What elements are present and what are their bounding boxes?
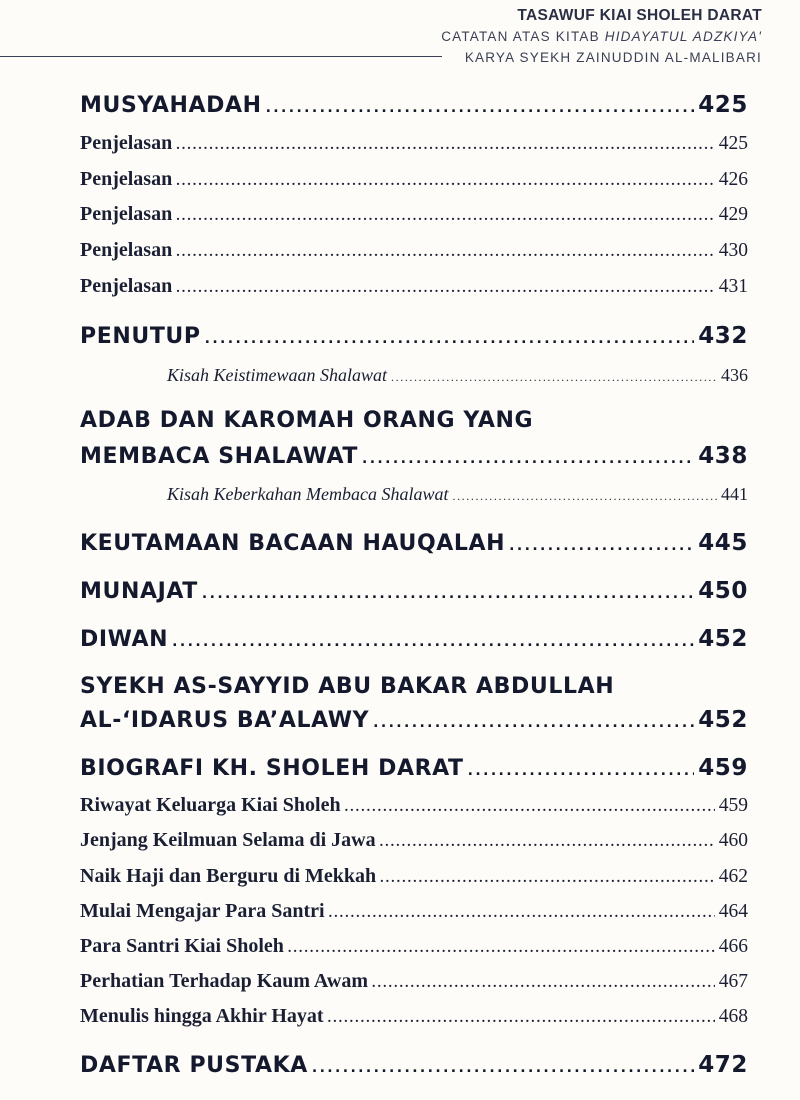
toc-subentry-page: 426 bbox=[718, 169, 748, 190]
toc-subentry-label: Perhatian Terhadap Kaum Awam bbox=[80, 970, 368, 992]
toc-subentry-page: 468 bbox=[718, 1006, 748, 1027]
toc-entry-label: DAFTAR PUSTAKA bbox=[80, 1053, 308, 1078]
toc-entry-label: KEUTAMAAN BACAAN HAUQALAH bbox=[80, 531, 506, 556]
toc-subentry-label: Penjelasan bbox=[80, 132, 173, 154]
toc-subentry[interactable] bbox=[80, 865, 748, 888]
toc-subentry-label: Penjelasan bbox=[80, 168, 173, 190]
leader-dots bbox=[380, 871, 715, 887]
toc-subentry-label: Para Santri Kiai Sholeh bbox=[80, 935, 284, 957]
toc-subentry-label: Kisah Keistimewaan Shalawat bbox=[167, 365, 388, 385]
leader-dots bbox=[345, 800, 715, 816]
toc-entry-page: 452 bbox=[698, 626, 748, 652]
subtitle-prefix: CATATAN ATAS KITAB bbox=[441, 29, 600, 44]
toc-subentry[interactable] bbox=[80, 794, 748, 817]
leader-dots bbox=[266, 100, 695, 116]
toc-subentry-page: 460 bbox=[718, 830, 748, 851]
leader-dots bbox=[509, 538, 694, 554]
toc-entry-page: 445 bbox=[698, 530, 748, 556]
toc-subentry-label: Jenjang Keilmuan Selama di Jawa bbox=[80, 829, 376, 851]
toc-entry-label: BIOGRAFI KH. SHOLEH DARAT bbox=[80, 756, 464, 781]
leader-dots bbox=[452, 489, 717, 504]
leader-dots bbox=[373, 715, 694, 731]
toc-subentry-label: Mulai Mengajar Para Santri bbox=[80, 900, 325, 922]
toc-subentry-label: Naik Haji dan Berguru di Mekkah bbox=[80, 865, 377, 887]
toc-entry-page: 432 bbox=[698, 323, 748, 349]
toc-entry-munajat[interactable] bbox=[80, 578, 748, 604]
toc-subentry-page: 429 bbox=[718, 204, 748, 225]
toc-subentry-page: 467 bbox=[718, 971, 748, 992]
toc-entry-label: MEMBACA SHALAWAT bbox=[80, 444, 358, 469]
leader-dots bbox=[288, 941, 715, 957]
toc-subentry-label: Penjelasan bbox=[80, 275, 173, 297]
toc-entry-adab-line1[interactable]: ADAB DAN KAROMAH ORANG YANG bbox=[80, 408, 534, 433]
toc-subentry[interactable] bbox=[167, 484, 748, 505]
leader-dots bbox=[328, 1011, 715, 1027]
leader-dots bbox=[176, 138, 715, 154]
toc-entry-page: 459 bbox=[698, 755, 748, 781]
toc-subentry[interactable] bbox=[80, 970, 748, 993]
toc-subentry-label: Menulis hingga Akhir Hayat bbox=[80, 1005, 324, 1027]
toc-entry-syekh-line1[interactable]: SYEKH AS-SAYYID ABU BAKAR ABDULLAH bbox=[80, 674, 615, 699]
leader-dots bbox=[468, 763, 695, 779]
toc-entry-syekh[interactable] bbox=[80, 707, 748, 733]
toc-subentry[interactable] bbox=[80, 829, 748, 852]
toc-subentry-page: 436 bbox=[721, 365, 748, 385]
toc-subentry-page: 441 bbox=[721, 484, 748, 504]
toc-subentry-page: 431 bbox=[718, 276, 748, 297]
toc-entry-label: DIWAN bbox=[80, 627, 169, 652]
toc-entry-page: 450 bbox=[698, 578, 748, 604]
leader-dots bbox=[172, 634, 694, 650]
toc-subentry-label: Penjelasan bbox=[80, 239, 173, 261]
toc-entry-label: MUNAJAT bbox=[80, 579, 198, 604]
toc-entry-adab[interactable] bbox=[80, 443, 748, 469]
subtitle-kitab: HIDAYATUL ADZKIYA' bbox=[604, 29, 762, 44]
leader-dots bbox=[391, 370, 717, 385]
toc-subentry-page: 464 bbox=[718, 901, 748, 922]
leader-dots bbox=[380, 835, 715, 851]
toc-entry-daftar-pustaka[interactable] bbox=[80, 1052, 748, 1078]
leader-dots bbox=[202, 586, 694, 602]
toc-subentry[interactable] bbox=[80, 203, 748, 226]
toc-entry-label: PENUTUP bbox=[80, 324, 201, 349]
toc-entry-keutamaan[interactable] bbox=[80, 530, 748, 556]
leader-dots bbox=[372, 976, 715, 992]
toc-subentry-page: 430 bbox=[718, 240, 748, 261]
toc-subentry-page: 462 bbox=[718, 866, 748, 887]
toc-subentry[interactable] bbox=[80, 239, 748, 262]
toc-entry-label: MUSYAHADAH bbox=[80, 93, 262, 118]
toc-entry-penutup[interactable] bbox=[80, 323, 748, 349]
leader-dots bbox=[362, 451, 694, 467]
leader-dots bbox=[176, 209, 715, 225]
toc-subentry[interactable] bbox=[167, 365, 748, 386]
toc-subentry-label: Penjelasan bbox=[80, 203, 173, 225]
toc-entry-page: 438 bbox=[698, 443, 748, 469]
toc-subentry-page: 425 bbox=[718, 133, 748, 154]
leader-dots bbox=[176, 245, 715, 261]
toc-subentry[interactable] bbox=[80, 900, 748, 923]
toc-subentry-label: Riwayat Keluarga Kiai Sholeh bbox=[80, 794, 341, 816]
toc-entry-page: 472 bbox=[698, 1052, 748, 1078]
toc-subentry[interactable] bbox=[80, 1005, 748, 1028]
leader-dots bbox=[176, 281, 715, 297]
book-title: TASAWUF KIAI SHOLEH DARAT bbox=[517, 7, 762, 24]
toc-entry-label: AL-‘IDARUS BA’ALAWY bbox=[80, 708, 370, 733]
toc-entry-musyahadah[interactable] bbox=[80, 92, 748, 118]
book-subtitle-author: KARYA SYEKH ZAINUDDIN AL-MALIBARI bbox=[464, 50, 762, 65]
toc-subentry[interactable] bbox=[80, 935, 748, 958]
leader-dots bbox=[329, 906, 715, 922]
toc-subentry-label: Kisah Keberkahan Membaca Shalawat bbox=[167, 484, 449, 504]
toc-entry-page: 452 bbox=[698, 707, 748, 733]
toc-subentry-page: 466 bbox=[718, 936, 748, 957]
leader-dots bbox=[205, 331, 695, 347]
toc-entry-diwan[interactable] bbox=[80, 626, 748, 652]
toc-subentry[interactable] bbox=[80, 132, 748, 155]
leader-dots bbox=[176, 174, 715, 190]
toc-entry-page: 425 bbox=[698, 92, 748, 118]
toc-subentry[interactable] bbox=[80, 275, 748, 298]
leader-dots bbox=[312, 1060, 694, 1076]
toc-subentry-page: 459 bbox=[718, 795, 748, 816]
toc-subentry[interactable] bbox=[80, 168, 748, 191]
toc-entry-biografi[interactable] bbox=[80, 755, 748, 781]
